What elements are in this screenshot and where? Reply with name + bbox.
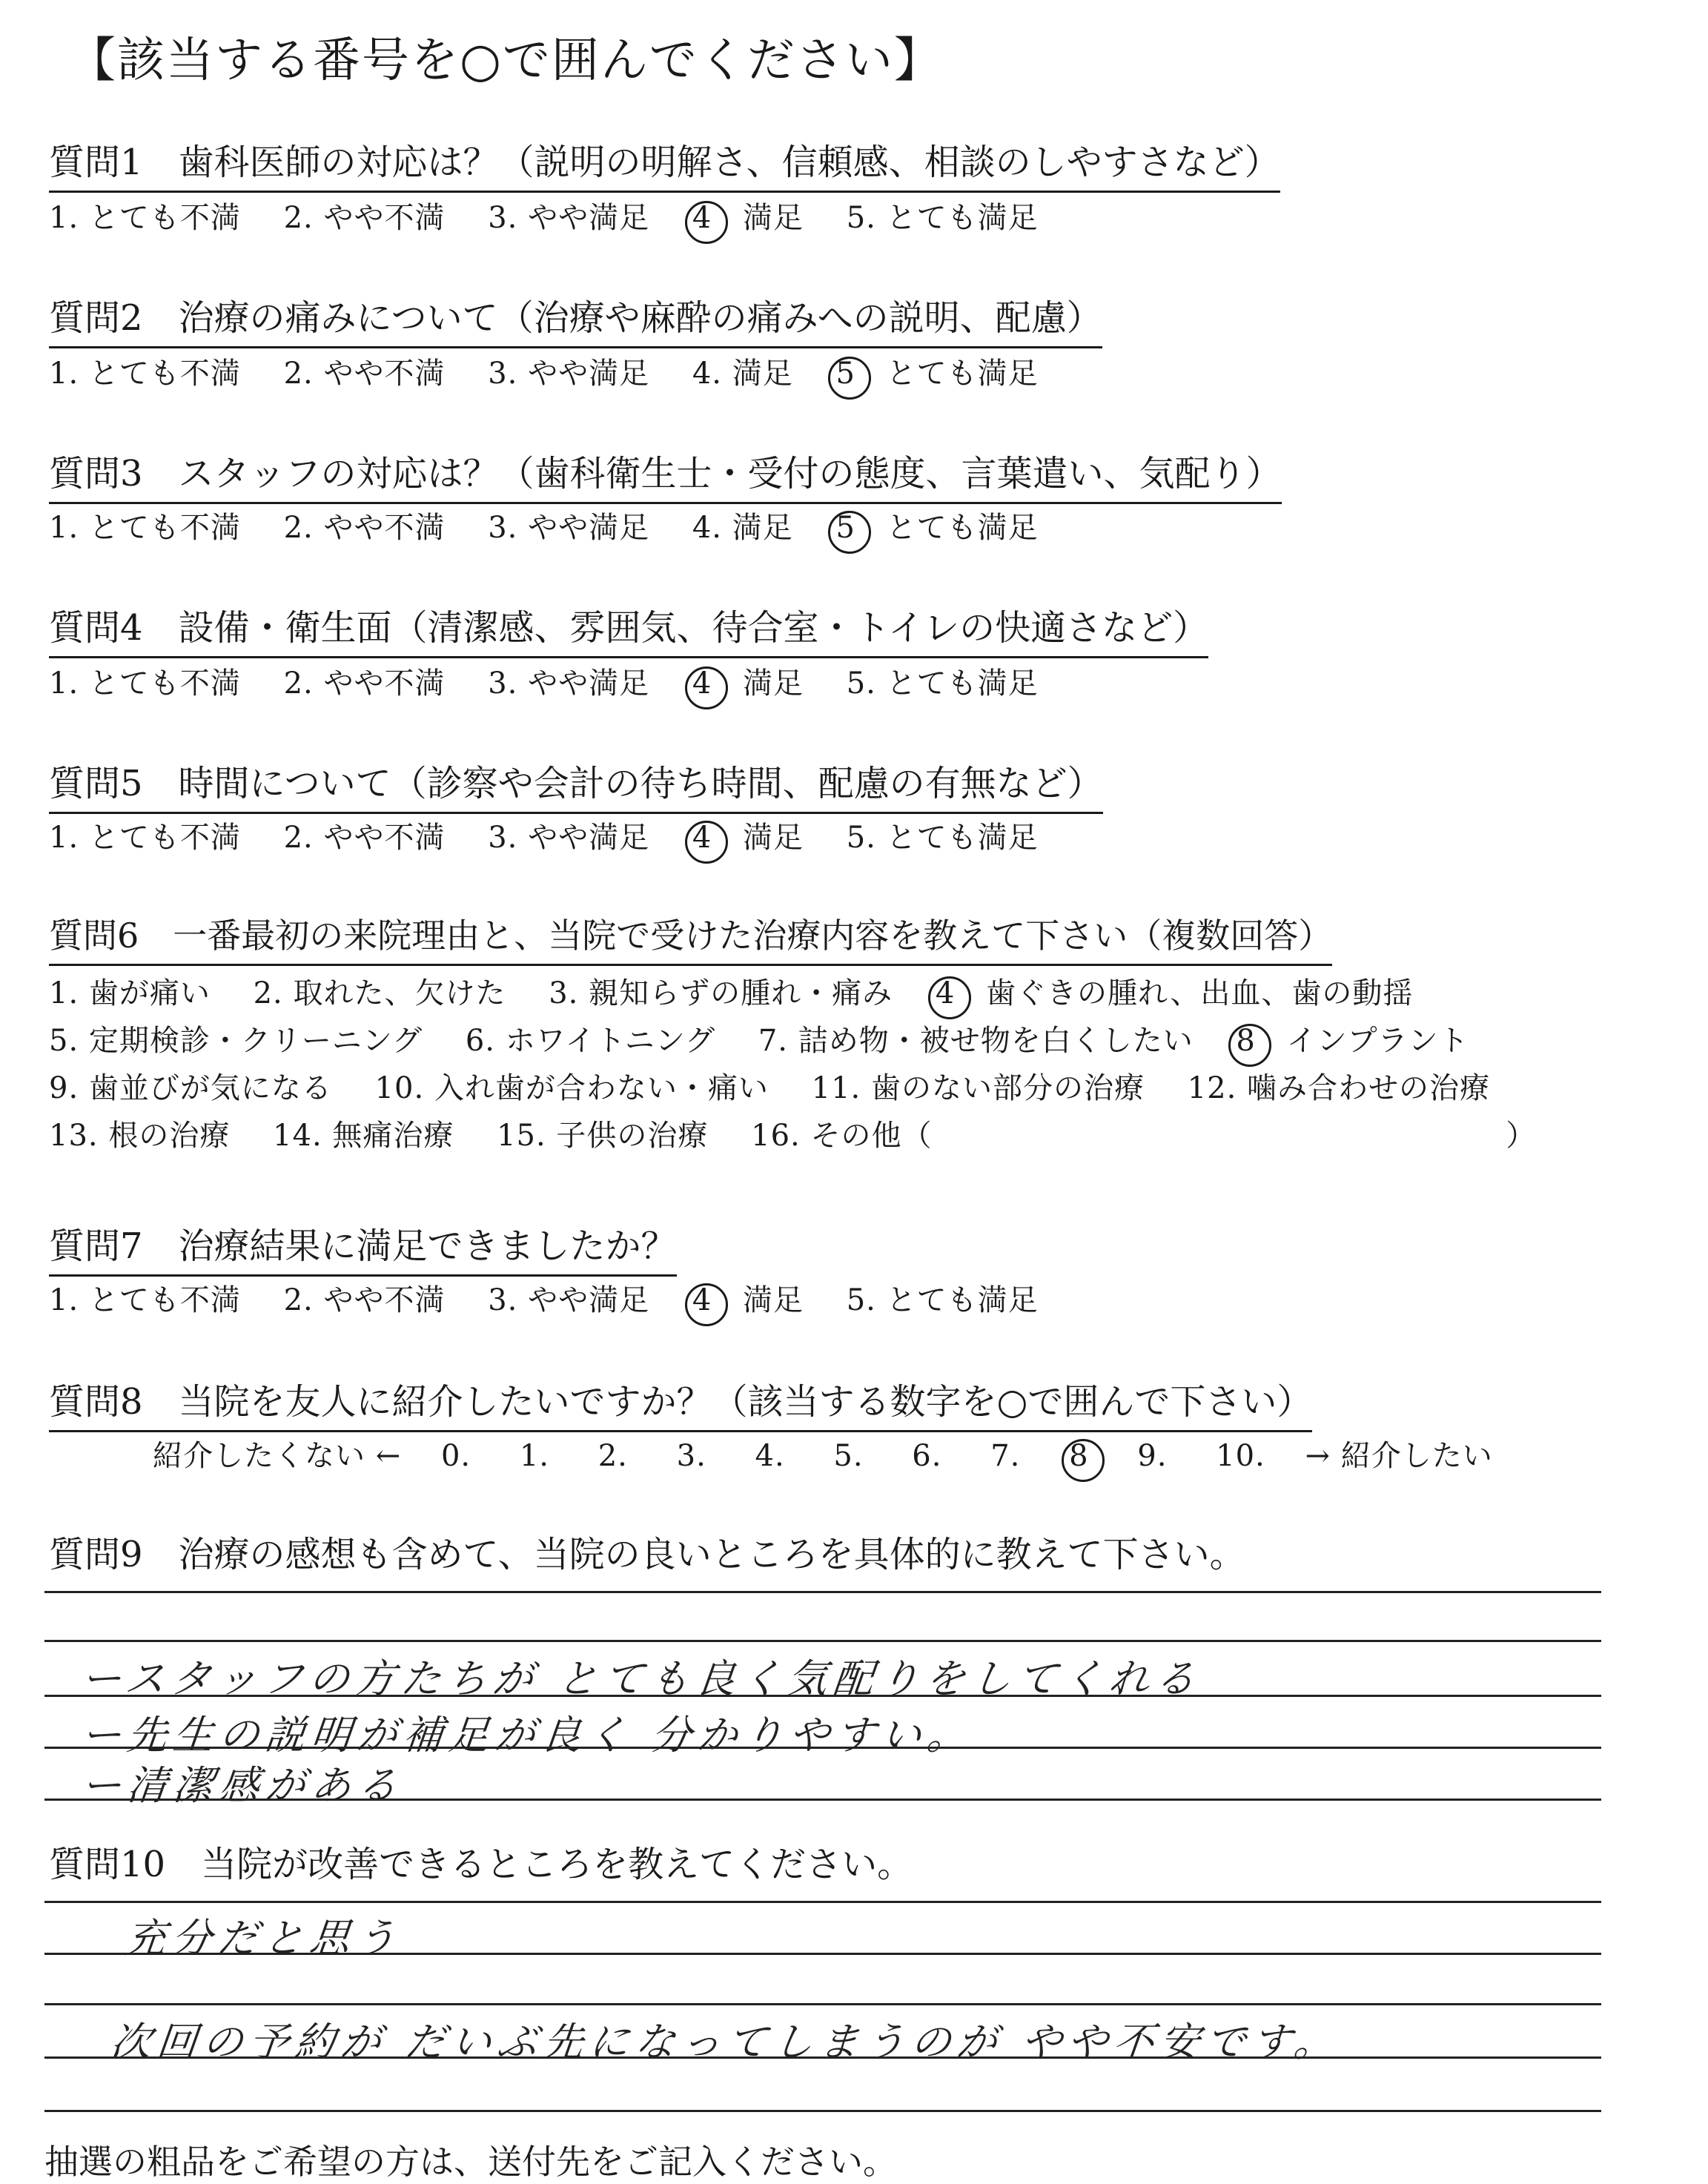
question-7-options — [49, 1277, 1071, 1319]
q8-score-3[interactable]: 3. — [676, 1439, 706, 1473]
question-3-options — [49, 504, 1071, 546]
q6-option-1[interactable]: 1. 歯が痛い — [49, 976, 211, 1010]
q8-score-2[interactable]: 2. — [598, 1439, 628, 1473]
q8-left-label: 紹介したくない ← — [153, 1439, 402, 1473]
question-6-line-4 — [49, 1112, 1569, 1154]
q5-option-4-label: 満足 — [743, 821, 804, 855]
q6-option-4-label: 歯ぐきの腫れ、出血、歯の動揺 — [986, 976, 1414, 1010]
q8-score-8-circled[interactable]: 8 — [1069, 1439, 1089, 1473]
q6-option-12[interactable]: 12. 噛み合わせの治療 — [1187, 1071, 1491, 1105]
q6-option-9[interactable]: 9. 歯並びが気になる — [49, 1071, 332, 1105]
q9-handwritten-answer-1[interactable]: ースタッフの方たちが とても良く気配りをしてくれる — [79, 1655, 1204, 1702]
q8-score-9[interactable]: 9. — [1137, 1439, 1168, 1473]
q7-option-3[interactable]: 3. やや満足 — [488, 1283, 650, 1317]
answer-line — [44, 1591, 1601, 1593]
question-3-title: 質問3 スタッフの対応は？（歯科衛生士・受付の態度、言葉遣い、気配り） — [49, 445, 1282, 504]
q3-option-5-label: とても満足 — [886, 511, 1039, 545]
question-2-options — [49, 350, 1071, 392]
q4-option-3[interactable]: 3. やや満足 — [488, 666, 650, 701]
q3-option-4[interactable]: 4. 満足 — [692, 511, 793, 545]
footer-note: 抽選の粗品をご希望の方は、送付先をご記入ください。 — [44, 2142, 897, 2182]
question-4-options — [49, 660, 1071, 702]
q3-option-3[interactable]: 3. やや満足 — [488, 511, 650, 545]
question-6-line-3 — [49, 1065, 1523, 1107]
q9-handwritten-answer-2[interactable]: ー先生の説明が補足が良く 分かりやすい。 — [79, 1712, 976, 1758]
q1-option-4-circled[interactable]: 4 — [692, 201, 712, 235]
q1-option-4-label: 満足 — [743, 201, 804, 235]
q1-option-3[interactable]: 3. やや満足 — [488, 201, 650, 235]
q1-option-5[interactable]: 5. とても満足 — [846, 201, 1039, 235]
q6-option-5[interactable]: 5. 定期検診・クリーニング — [49, 1024, 423, 1058]
q6-option-7[interactable]: 7. 詰め物・被せ物を白くしたい — [758, 1024, 1194, 1058]
q7-option-4-circled[interactable]: 4 — [692, 1283, 712, 1317]
q9-handwritten-answer-3[interactable]: ー清潔感がある — [79, 1762, 406, 1809]
q6-option-2[interactable]: 2. 取れた、欠けた — [253, 976, 506, 1010]
q5-option-3[interactable]: 3. やや満足 — [488, 821, 650, 855]
q8-right-label: → 紹介したい — [1305, 1439, 1493, 1473]
q4-option-4-label: 満足 — [743, 666, 804, 701]
answer-line — [44, 2003, 1601, 2005]
q4-option-1[interactable]: 1. とても不満 — [49, 666, 241, 701]
q2-option-4[interactable]: 4. 満足 — [692, 357, 793, 391]
q2-option-5-label: とても満足 — [886, 357, 1039, 391]
page-header: 【該当する番号を○で囲んでください】 — [68, 33, 943, 88]
q6-option-8-circled[interactable]: 8 — [1236, 1024, 1256, 1058]
question-10-title: 質問10 当院が改善できるところを教えてください。 — [49, 1844, 913, 1885]
q6-option-11[interactable]: 11. 歯のない部分の治療 — [811, 1071, 1145, 1105]
q5-option-5[interactable]: 5. とても満足 — [846, 821, 1039, 855]
q2-option-2[interactable]: 2. やや不満 — [283, 357, 446, 391]
q6-option-16[interactable]: 16. その他（ — [751, 1119, 933, 1153]
q3-option-2[interactable]: 2. やや不満 — [283, 511, 446, 545]
answer-line — [44, 1640, 1601, 1642]
question-1-title: 質問1 歯科医師の対応は？（説明の明解さ、信頼感、相談のしやすさなど） — [49, 133, 1280, 193]
q6-option-10[interactable]: 10. 入れ歯が合わない・痛い — [374, 1071, 769, 1105]
q7-option-4-label: 満足 — [743, 1283, 804, 1317]
q6-option-3[interactable]: 3. 親知らずの腫れ・痛み — [549, 976, 893, 1010]
q6-option-13[interactable]: 13. 根の治療 — [49, 1119, 231, 1153]
q2-option-1[interactable]: 1. とても不満 — [49, 357, 241, 391]
q6-option-14[interactable]: 14. 無痛治療 — [273, 1119, 454, 1153]
answer-line — [44, 1695, 1601, 1697]
q6-option-4-circled[interactable]: 4 — [935, 976, 956, 1010]
q8-score-5[interactable]: 5. — [833, 1439, 864, 1473]
question-8-scale — [153, 1432, 1526, 1475]
answer-line — [44, 2056, 1601, 2059]
q5-option-2[interactable]: 2. やや不満 — [283, 821, 446, 855]
question-9-title: 質問9 治療の感想も含めて、当院の良いところを具体的に教えて下さい。 — [49, 1534, 1245, 1575]
question-6-line-1 — [49, 970, 1446, 1012]
answer-line — [44, 1953, 1601, 1955]
q8-score-10[interactable]: 10. — [1216, 1439, 1265, 1473]
q4-option-5[interactable]: 5. とても満足 — [846, 666, 1039, 701]
q8-score-7[interactable]: 7. — [990, 1439, 1021, 1473]
q8-score-6[interactable]: 6. — [912, 1439, 942, 1473]
answer-line — [44, 1747, 1601, 1749]
q1-option-1[interactable]: 1. とても不満 — [49, 201, 241, 235]
question-6-title: 質問6 一番最初の来院理由と、当院で受けた治療内容を教えて下さい（複数回答） — [49, 909, 1332, 966]
question-7-title: 質問7 治療結果に満足できましたか？ — [49, 1217, 677, 1277]
q8-score-4[interactable]: 4. — [755, 1439, 785, 1473]
q6-option-8-label: インプラント — [1286, 1024, 1469, 1058]
question-4-title: 質問4 設備・衛生面（清潔感、雰囲気、待合室・トイレの快適さなど） — [49, 599, 1208, 658]
q6-option-16-close: ） — [1506, 1119, 1537, 1153]
answer-line — [44, 2110, 1601, 2112]
q8-score-0[interactable]: 0. — [440, 1439, 471, 1473]
q3-option-5-circled[interactable]: 5 — [835, 511, 855, 545]
q4-option-2[interactable]: 2. やや不満 — [283, 666, 446, 701]
q5-option-4-circled[interactable]: 4 — [692, 821, 712, 855]
q1-option-2[interactable]: 2. やや不満 — [283, 201, 446, 235]
q7-option-1[interactable]: 1. とても不満 — [49, 1283, 241, 1317]
q6-option-6[interactable]: 6. ホワイトニング — [465, 1024, 716, 1058]
q7-option-5[interactable]: 5. とても満足 — [846, 1283, 1039, 1317]
question-6-line-2 — [49, 1017, 1502, 1059]
question-5-options — [49, 814, 1071, 856]
q4-option-4-circled[interactable]: 4 — [692, 666, 712, 701]
q10-handwritten-answer-2[interactable]: 次回の予約が だいぶ先になってしまうのが やや不安です。 — [108, 2019, 1343, 2065]
q6-option-15[interactable]: 15. 子供の治療 — [497, 1119, 709, 1153]
q3-option-1[interactable]: 1. とても不満 — [49, 511, 241, 545]
question-1-options — [49, 194, 1071, 236]
question-8-title: 質問8 当院を友人に紹介したいですか？（該当する数字を○で囲んで下さい） — [49, 1373, 1312, 1432]
q2-option-3[interactable]: 3. やや満足 — [488, 357, 650, 391]
q5-option-1[interactable]: 1. とても不満 — [49, 821, 241, 855]
answer-line — [44, 1901, 1601, 1903]
q2-option-5-circled[interactable]: 5 — [835, 357, 855, 391]
q10-handwritten-answer-1[interactable]: 充分だと思う — [123, 1915, 404, 1962]
question-2-title: 質問2 治療の痛みについて（治療や麻酔の痛みへの説明、配慮） — [49, 289, 1102, 348]
q8-score-1[interactable]: 1. — [519, 1439, 550, 1473]
q7-option-2[interactable]: 2. やや不満 — [283, 1283, 446, 1317]
answer-line — [44, 1799, 1601, 1801]
question-5-title: 質問5 時間について（診察や会計の待ち時間、配慮の有無など） — [49, 755, 1103, 814]
